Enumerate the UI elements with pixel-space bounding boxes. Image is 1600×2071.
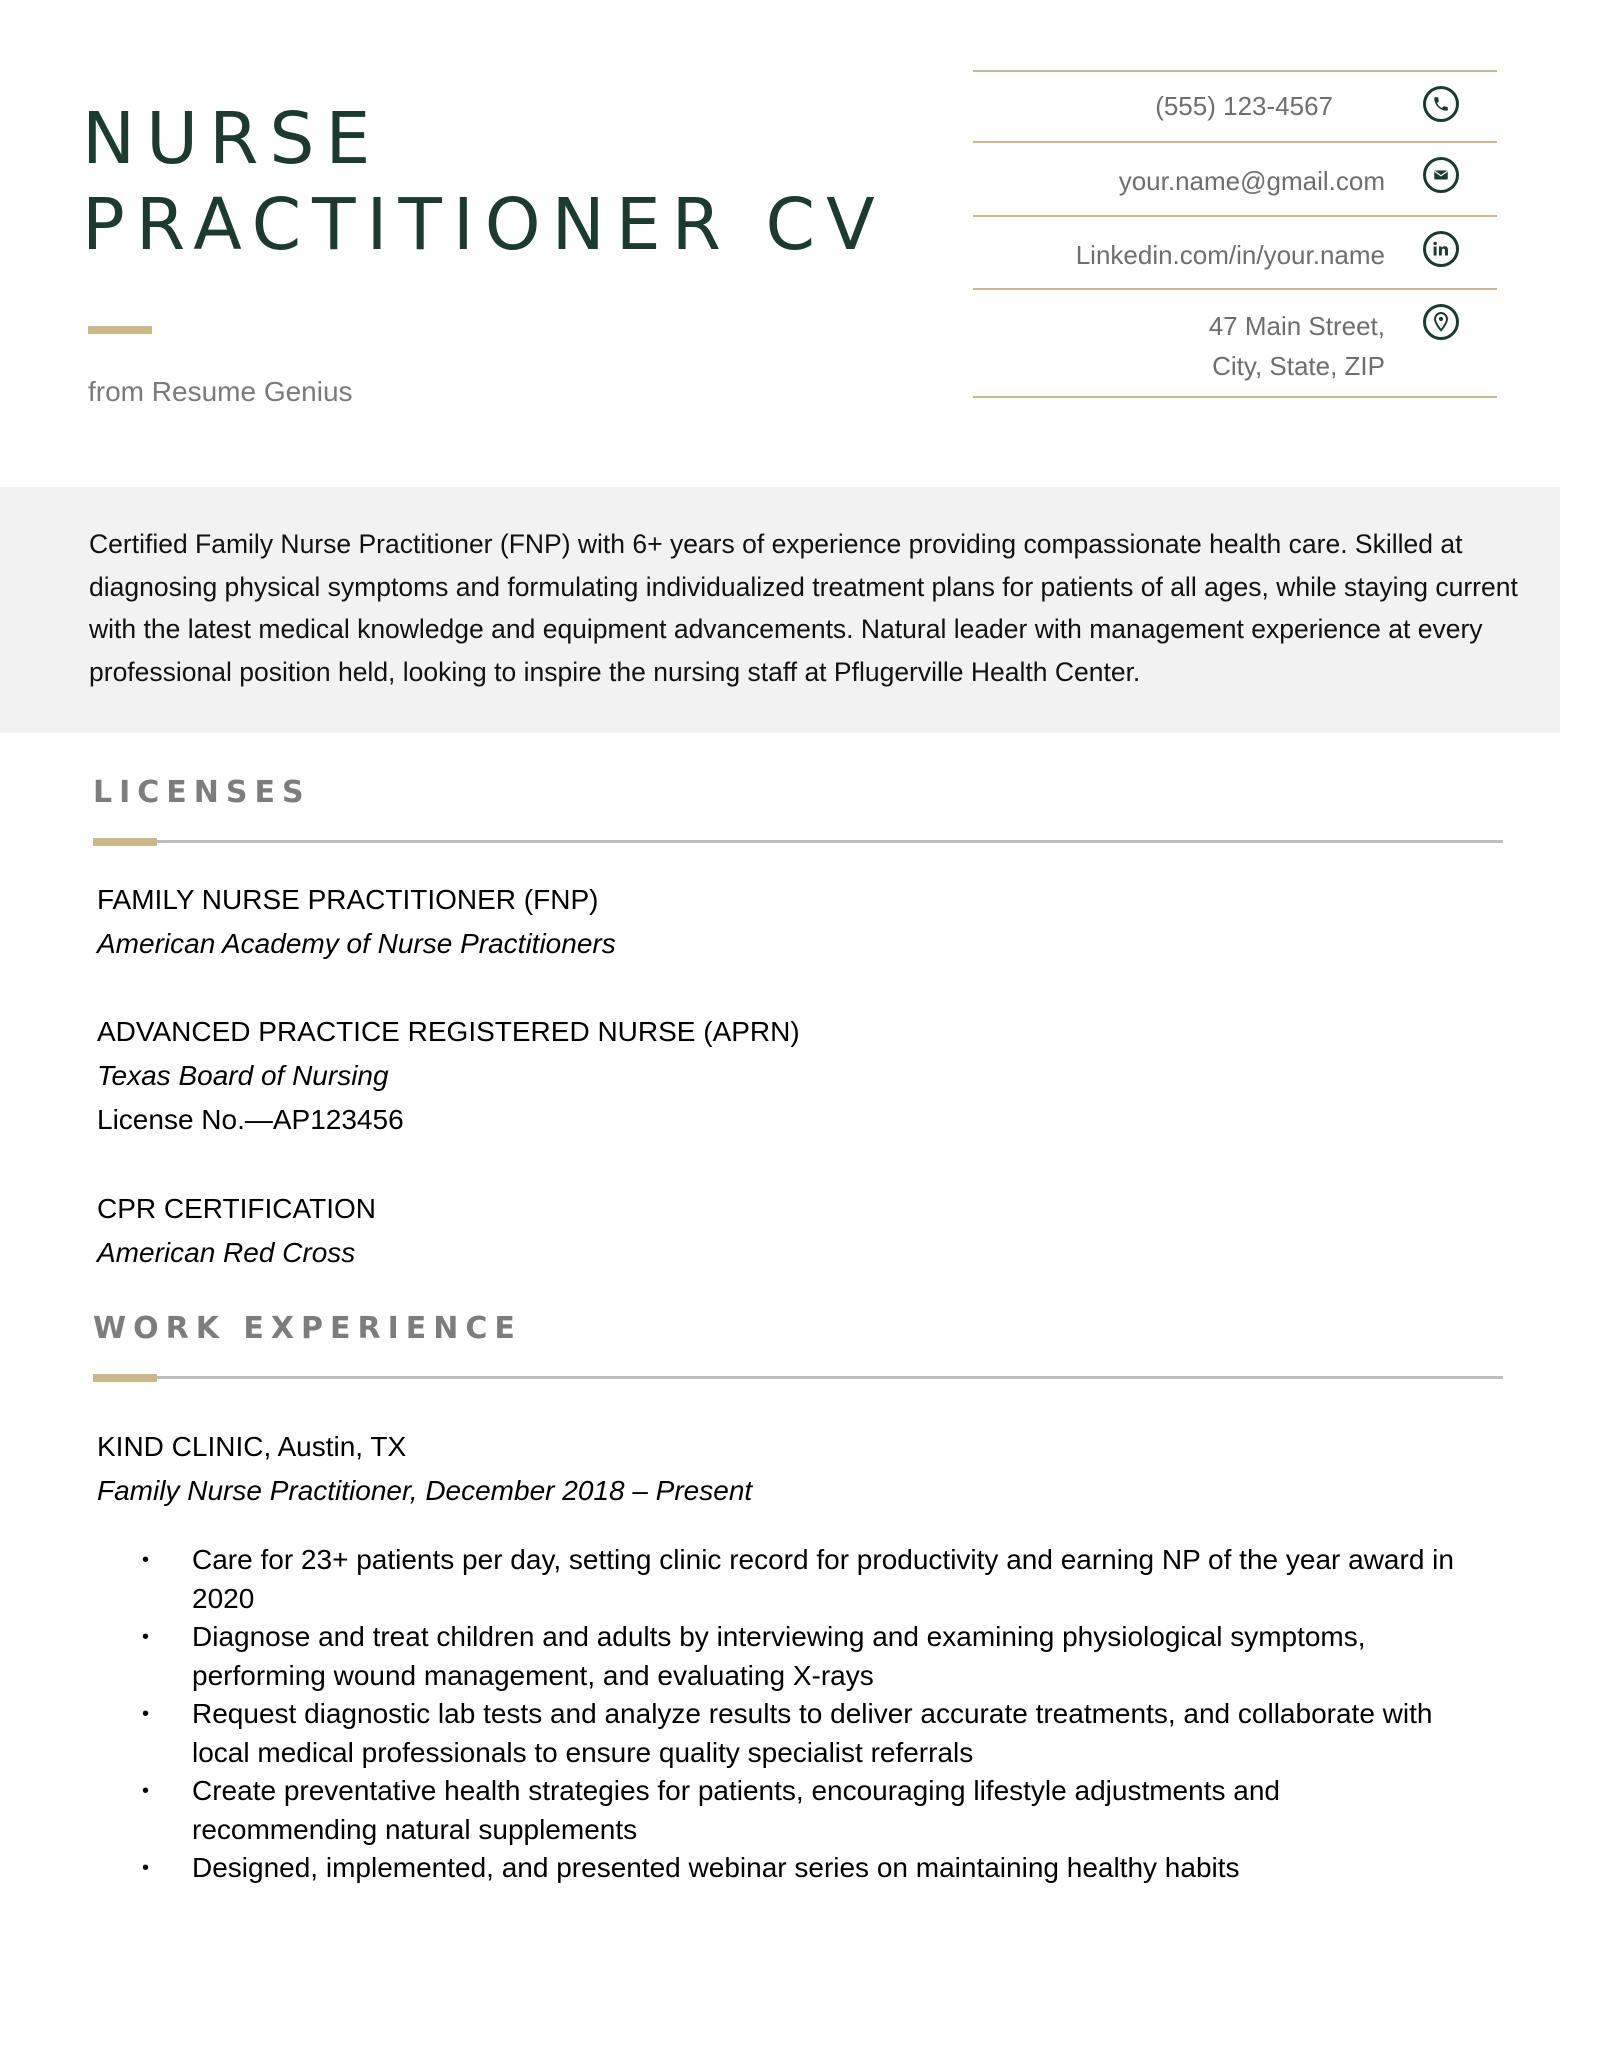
job-bullet: • Request diagnostic lab tests and analyze results to deliver accurate treatments, and collaborate with local medical professionals to ensure quality specialist referrals (97, 1695, 1457, 1772)
license-issuer: American Academy of Nurse Practitioners (97, 928, 616, 959)
contact-phone[interactable]: (555) 123-4567 (1155, 91, 1333, 121)
job-bullet: • Create preventative health strategies for patients, encouraging lifestyle adjustments and recommending natural supplements (97, 1772, 1457, 1849)
location-icon (1423, 304, 1459, 340)
contact-linkedin[interactable]: Linkedin.com/in/your.name (1075, 240, 1385, 270)
contact-address (1209, 306, 1385, 386)
contact-phone-row (973, 72, 1497, 143)
job-bullets (97, 1541, 1457, 1888)
address-line-1: 47 Main Street, (1208, 311, 1385, 341)
license-issuer: American Red Cross (97, 1237, 356, 1268)
email-icon (1423, 157, 1459, 193)
resume-title (82, 96, 886, 268)
address-line-2: City, State, ZIP (1212, 351, 1385, 381)
license-item (97, 1010, 800, 1142)
job-employer: KIND CLINIC, Austin, TX (97, 1431, 407, 1462)
contact-linkedin-row (973, 217, 1497, 290)
experience-rule (93, 1376, 1503, 1379)
job-bullet: • Care for 23+ patients per day, setting clinic record for productivity and earning NP of the year award in 2020 (97, 1541, 1457, 1618)
license-title: FAMILY NURSE PRACTITIONER (FNP) (97, 884, 599, 915)
contact-email-row (973, 143, 1497, 217)
contact-block (973, 70, 1497, 398)
subtitle: from Resume Genius (88, 376, 353, 407)
license-title: CPR CERTIFICATION (97, 1193, 376, 1224)
title-line-1: NURSE (82, 97, 382, 180)
title-line-2: PRACTITIONER CV (82, 183, 886, 266)
summary-section (0, 487, 1560, 733)
linkedin-icon (1423, 231, 1459, 267)
experience-rule-accent (93, 1374, 157, 1382)
experience-heading: WORK EXPERIENCE (93, 1311, 522, 1346)
phone-icon (1423, 86, 1459, 122)
license-item (97, 1187, 376, 1275)
summary-text: Certified Family Nurse Practitioner (FNP) with 6+ years of experience providing compassionate health care. Skilled at diagnosing physical symptoms and formulating individualized treatment plans for patients of all ages, while staying current with the latest medical knowledge and equipment advancements. Natural leader with management experience at every professional position held, looking to inspire the nursing staff at Pflugerville Health Center. (89, 529, 1518, 687)
license-item (97, 878, 616, 966)
license-number: License No.—AP123456 (97, 1104, 404, 1135)
license-title: ADVANCED PRACTICE REGISTERED NURSE (APRN) (97, 1016, 800, 1047)
licenses-rule-accent (93, 838, 157, 846)
contact-address-row (973, 290, 1497, 398)
job-bullet: • Designed, implemented, and presented webinar series on maintaining healthy habits (97, 1849, 1457, 1888)
contact-email[interactable]: your.name@gmail.com (1118, 166, 1385, 196)
job-bullet: • Diagnose and treat children and adults by interviewing and examining physiological symptoms, performing wound management, and evaluating X-rays (97, 1618, 1457, 1695)
title-accent-bar (88, 326, 152, 334)
license-issuer: Texas Board of Nursing (97, 1060, 389, 1091)
licenses-heading: LICENSES (93, 775, 311, 810)
licenses-rule (93, 840, 1503, 843)
job-entry (97, 1425, 752, 1513)
job-role: Family Nurse Practitioner, December 2018 – Present (97, 1475, 753, 1506)
